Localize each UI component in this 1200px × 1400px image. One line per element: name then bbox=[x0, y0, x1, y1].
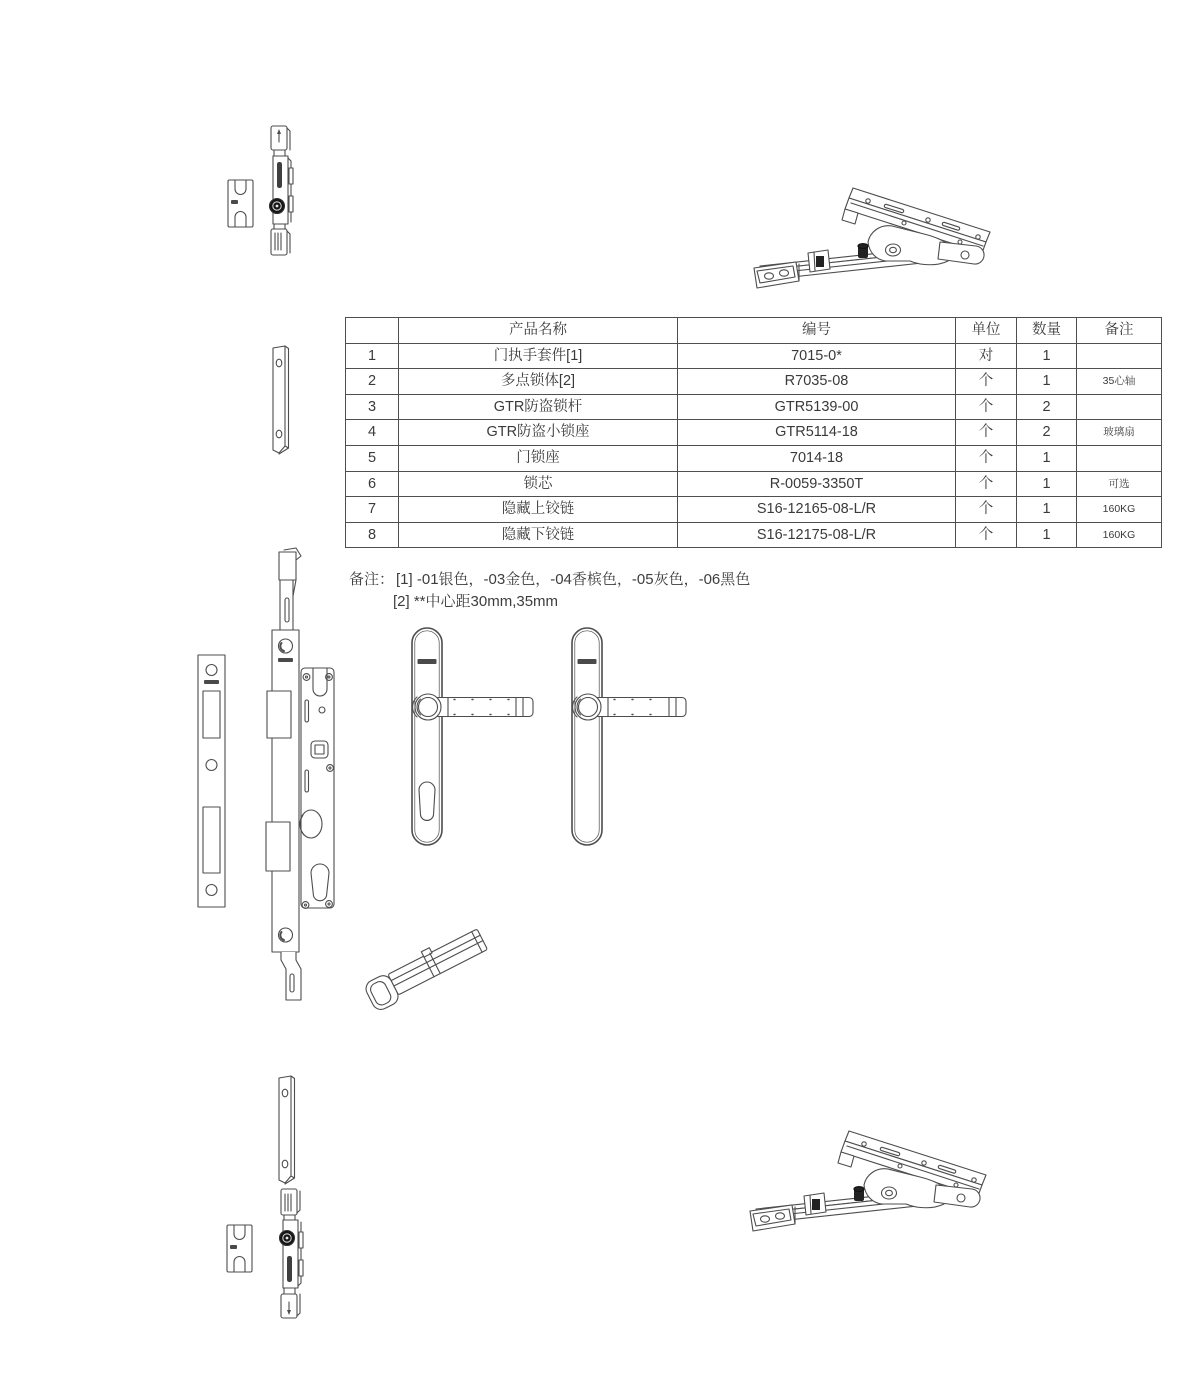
concealed-hinge-top-drawing bbox=[754, 188, 990, 288]
cell-qty: 2 bbox=[1017, 420, 1077, 446]
cell-name: 多点锁体[2] bbox=[399, 369, 678, 395]
cell-qty: 2 bbox=[1017, 394, 1077, 420]
cell-code: S16-12175-08-L/R bbox=[678, 522, 956, 548]
cell-note: 160KG bbox=[1077, 522, 1162, 548]
keeper-clip-top-drawing bbox=[228, 180, 253, 227]
cell-code: GTR5114-18 bbox=[678, 420, 956, 446]
cell-note bbox=[1077, 343, 1162, 369]
header-code: 编号 bbox=[678, 318, 956, 344]
cell-unit: 个 bbox=[956, 471, 1017, 497]
cell-index: 5 bbox=[346, 445, 399, 471]
cell-code: R-0059-3350T bbox=[678, 471, 956, 497]
header-index bbox=[346, 318, 399, 344]
cell-note bbox=[1077, 445, 1162, 471]
strike-plate-bottom-drawing bbox=[279, 1076, 295, 1184]
strike-plate-mid-drawing bbox=[273, 346, 289, 454]
cell-index: 2 bbox=[346, 369, 399, 395]
lock-cylinder-drawing bbox=[362, 925, 491, 1013]
parts-table bbox=[345, 317, 1162, 548]
lock-bar-bottom-drawing bbox=[280, 1189, 304, 1318]
table-row bbox=[346, 497, 1162, 523]
cell-code: R7035-08 bbox=[678, 369, 956, 395]
keeper-clip-bottom-drawing bbox=[227, 1225, 252, 1272]
remarks bbox=[349, 569, 750, 613]
cell-index: 4 bbox=[346, 420, 399, 446]
cell-qty: 1 bbox=[1017, 471, 1077, 497]
cell-unit: 个 bbox=[956, 394, 1017, 420]
cell-index: 3 bbox=[346, 394, 399, 420]
cell-qty: 1 bbox=[1017, 369, 1077, 395]
lock-bar-top-drawing bbox=[270, 126, 294, 255]
cell-qty: 1 bbox=[1017, 445, 1077, 471]
cell-qty: 1 bbox=[1017, 522, 1077, 548]
header-qty: 数量 bbox=[1017, 318, 1077, 344]
door-handle-plain-drawing bbox=[572, 628, 686, 845]
multipoint-lock-body-drawing bbox=[198, 548, 334, 1000]
cell-code: 7014-18 bbox=[678, 445, 956, 471]
cell-name: 门执手套件[1] bbox=[399, 343, 678, 369]
cell-code: S16-12165-08-L/R bbox=[678, 497, 956, 523]
cell-note: 160KG bbox=[1077, 497, 1162, 523]
cell-note bbox=[1077, 394, 1162, 420]
cell-note: 玻璃扇 bbox=[1077, 420, 1162, 446]
cell-unit: 个 bbox=[956, 420, 1017, 446]
cell-code: 7015-0* bbox=[678, 343, 956, 369]
door-lock-strike-plate-drawing bbox=[198, 655, 225, 907]
table-row bbox=[346, 394, 1162, 420]
lock-faceplate-drawing bbox=[266, 548, 301, 1000]
cell-index: 6 bbox=[346, 471, 399, 497]
cell-name: 锁芯 bbox=[399, 471, 678, 497]
cell-unit: 个 bbox=[956, 369, 1017, 395]
cell-qty: 1 bbox=[1017, 497, 1077, 523]
cell-code: GTR5139-00 bbox=[678, 394, 956, 420]
header-note: 备注 bbox=[1077, 318, 1162, 344]
cell-name: 隐藏上铰链 bbox=[399, 497, 678, 523]
cell-name: 门锁座 bbox=[399, 445, 678, 471]
cell-index: 8 bbox=[346, 522, 399, 548]
lock-case-drawing bbox=[300, 668, 334, 908]
table-header-row bbox=[346, 318, 1162, 344]
cell-name: GTR防盗小锁座 bbox=[399, 420, 678, 446]
table-row bbox=[346, 445, 1162, 471]
table-row bbox=[346, 343, 1162, 369]
cell-unit: 个 bbox=[956, 522, 1017, 548]
header-unit: 单位 bbox=[956, 318, 1017, 344]
cell-name: GTR防盗锁杆 bbox=[399, 394, 678, 420]
table-row bbox=[346, 522, 1162, 548]
cell-unit: 个 bbox=[956, 445, 1017, 471]
concealed-hinge-bottom-drawing bbox=[750, 1131, 986, 1231]
table-row bbox=[346, 369, 1162, 395]
cell-index: 1 bbox=[346, 343, 399, 369]
remarks-label: 备注： bbox=[349, 571, 395, 588]
cell-index: 7 bbox=[346, 497, 399, 523]
table-row bbox=[346, 420, 1162, 446]
table-row bbox=[346, 471, 1162, 497]
cell-qty: 1 bbox=[1017, 343, 1077, 369]
header-product-name: 产品名称 bbox=[399, 318, 678, 344]
remarks-line-2: [2] **中心距30mm,35mm bbox=[393, 593, 559, 610]
cell-unit: 对 bbox=[956, 343, 1017, 369]
remarks-line-1: [1] -01银色，-03金色，-04香槟色，-05灰色，-06黑色 bbox=[396, 571, 751, 588]
door-handle-with-keyhole-drawing bbox=[412, 628, 533, 845]
cell-note: 可选 bbox=[1077, 471, 1162, 497]
cell-note: 35心轴 bbox=[1077, 369, 1162, 395]
cell-unit: 个 bbox=[956, 497, 1017, 523]
cell-name: 隐藏下铰链 bbox=[399, 522, 678, 548]
